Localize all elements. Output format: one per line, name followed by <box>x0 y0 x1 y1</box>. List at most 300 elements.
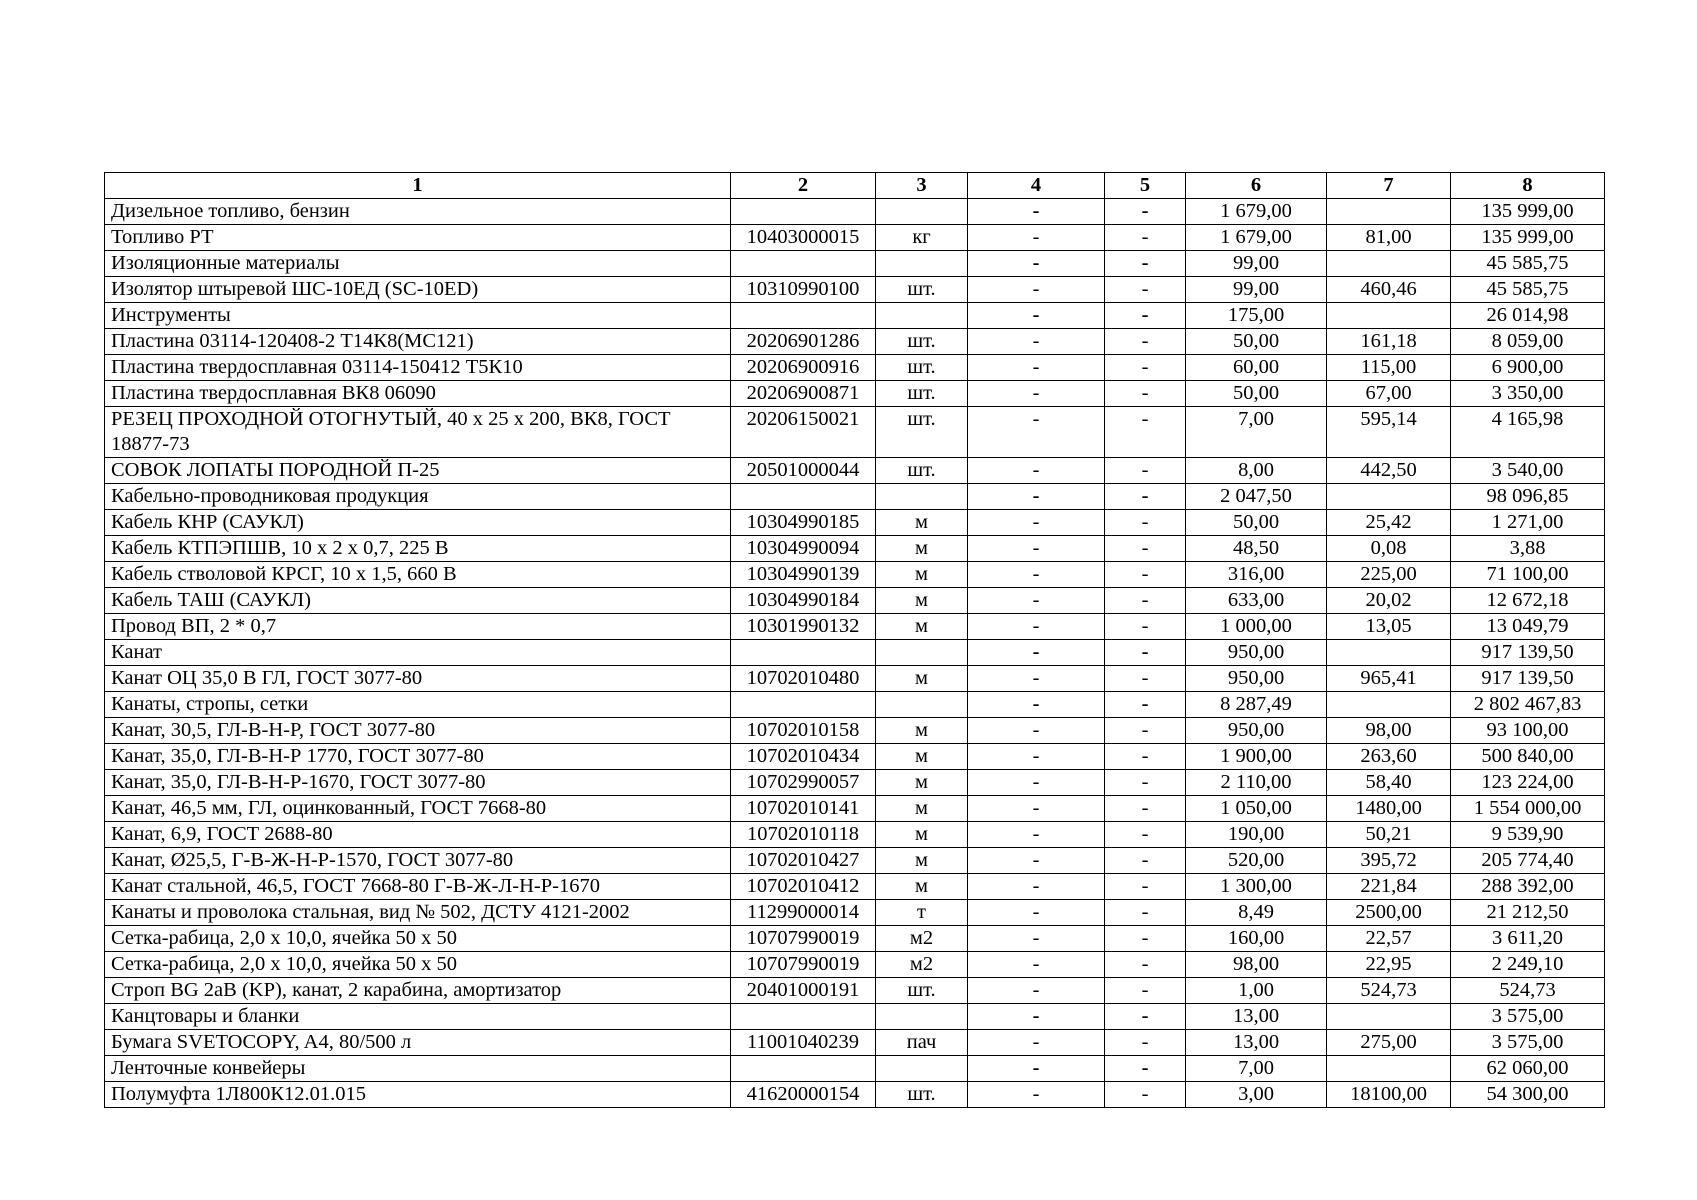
amount-cell: 1 554 000,00 <box>1451 796 1605 822</box>
unit-cell: м <box>876 510 968 536</box>
item-name-cell: Пластина твердосплавная 03114-150412 Т5К10 <box>105 355 731 381</box>
quantity-cell: 2 047,50 <box>1186 484 1327 510</box>
quantity-cell: 190,00 <box>1186 822 1327 848</box>
table-row <box>105 796 1605 822</box>
amount-cell: 3 540,00 <box>1451 458 1605 484</box>
column-header: 2 <box>731 173 876 199</box>
item-name-cell: Кабель КНР (САУКЛ) <box>105 510 731 536</box>
price-cell: 524,73 <box>1327 978 1451 1004</box>
unit-cell <box>876 484 968 510</box>
column-header: 5 <box>1105 173 1186 199</box>
column-4-cell: - <box>968 874 1105 900</box>
unit-cell: шт. <box>876 355 968 381</box>
table-row <box>105 874 1605 900</box>
column-5-cell: - <box>1105 770 1186 796</box>
item-code-cell <box>731 692 876 718</box>
item-name-cell: Канаты и проволока стальная, вид № 502, ДСТУ 4121-2002 <box>105 900 731 926</box>
price-cell: 22,57 <box>1327 926 1451 952</box>
column-header: 3 <box>876 173 968 199</box>
price-cell <box>1327 1004 1451 1030</box>
column-5-cell: - <box>1105 407 1186 458</box>
item-name-cell: Бумага SVETOCOPY, A4, 80/500 л <box>105 1030 731 1056</box>
unit-cell: пач <box>876 1030 968 1056</box>
item-code-cell: 11001040239 <box>731 1030 876 1056</box>
table-row <box>105 718 1605 744</box>
item-name-cell: Канат стальной, 46,5, ГОСТ 7668-80 Г-В-Ж-Л-Н-Р-1670 <box>105 874 731 900</box>
column-5-cell: - <box>1105 692 1186 718</box>
amount-cell: 13 049,79 <box>1451 614 1605 640</box>
column-5-cell: - <box>1105 588 1186 614</box>
amount-cell: 93 100,00 <box>1451 718 1605 744</box>
item-name-cell: Канат, 46,5 мм, ГЛ, оцинкованный, ГОСТ 7668-80 <box>105 796 731 822</box>
quantity-cell: 13,00 <box>1186 1004 1327 1030</box>
unit-cell: м <box>876 874 968 900</box>
item-code-cell: 10310990100 <box>731 277 876 303</box>
quantity-cell: 1 000,00 <box>1186 614 1327 640</box>
column-4-cell: - <box>968 952 1105 978</box>
column-5-cell: - <box>1105 536 1186 562</box>
quantity-cell: 950,00 <box>1186 666 1327 692</box>
quantity-cell: 316,00 <box>1186 562 1327 588</box>
price-cell: 275,00 <box>1327 1030 1451 1056</box>
item-code-cell: 10702010480 <box>731 666 876 692</box>
table-row <box>105 770 1605 796</box>
table-row <box>105 744 1605 770</box>
quantity-cell: 950,00 <box>1186 718 1327 744</box>
column-5-cell: - <box>1105 952 1186 978</box>
unit-cell <box>876 640 968 666</box>
column-4-cell: - <box>968 770 1105 796</box>
table-row <box>105 225 1605 251</box>
table-row <box>105 277 1605 303</box>
column-5-cell: - <box>1105 277 1186 303</box>
quantity-cell: 7,00 <box>1186 407 1327 458</box>
item-code-cell: 20206901286 <box>731 329 876 355</box>
price-cell: 395,72 <box>1327 848 1451 874</box>
column-4-cell: - <box>968 303 1105 329</box>
item-name-cell: Канат, 30,5, ГЛ-В-Н-Р, ГОСТ 3077-80 <box>105 718 731 744</box>
item-code-cell: 10304990184 <box>731 588 876 614</box>
price-cell: 25,42 <box>1327 510 1451 536</box>
column-4-cell: - <box>968 484 1105 510</box>
column-4-cell: - <box>968 692 1105 718</box>
table-row <box>105 588 1605 614</box>
column-4-cell: - <box>968 978 1105 1004</box>
column-4-cell: - <box>968 381 1105 407</box>
column-5-cell: - <box>1105 251 1186 277</box>
item-name-cell: Канат, 35,0, ГЛ-В-Н-Р-1670, ГОСТ 3077-80 <box>105 770 731 796</box>
unit-cell: м <box>876 562 968 588</box>
item-code-cell: 20206150021 <box>731 407 876 458</box>
item-code-cell: 10702010141 <box>731 796 876 822</box>
item-name-cell: Сетка-рабица, 2,0 х 10,0, ячейка 50 х 50 <box>105 952 731 978</box>
column-4-cell: - <box>968 251 1105 277</box>
item-code-cell: 10702990057 <box>731 770 876 796</box>
amount-cell: 45 585,75 <box>1451 277 1605 303</box>
column-4-cell: - <box>968 614 1105 640</box>
quantity-cell: 99,00 <box>1186 251 1327 277</box>
item-name-cell: Кабель ТАШ (САУКЛ) <box>105 588 731 614</box>
item-name-cell: Кабель КТПЭПШВ, 10 х 2 х 0,7, 225 В <box>105 536 731 562</box>
price-cell: 20,02 <box>1327 588 1451 614</box>
column-5-cell: - <box>1105 978 1186 1004</box>
table-row <box>105 407 1605 458</box>
amount-cell: 54 300,00 <box>1451 1082 1605 1108</box>
quantity-cell: 2 110,00 <box>1186 770 1327 796</box>
item-name-cell: Канат, 35,0, ГЛ-В-Н-Р 1770, ГОСТ 3077-80 <box>105 744 731 770</box>
column-5-cell: - <box>1105 381 1186 407</box>
quantity-cell: 48,50 <box>1186 536 1327 562</box>
column-4-cell: - <box>968 822 1105 848</box>
column-5-cell: - <box>1105 303 1186 329</box>
item-name-cell: Канат, 6,9, ГОСТ 2688-80 <box>105 822 731 848</box>
item-code-cell: 10702010118 <box>731 822 876 848</box>
column-4-cell: - <box>968 1004 1105 1030</box>
unit-cell: м <box>876 718 968 744</box>
quantity-cell: 520,00 <box>1186 848 1327 874</box>
unit-cell: кг <box>876 225 968 251</box>
column-4-cell: - <box>968 900 1105 926</box>
unit-cell <box>876 251 968 277</box>
group-row <box>105 1004 1605 1030</box>
item-name-cell: Кабель стволовой КРСГ, 10 х 1,5, 660 В <box>105 562 731 588</box>
column-5-cell: - <box>1105 199 1186 225</box>
column-4-cell: - <box>968 199 1105 225</box>
group-row <box>105 484 1605 510</box>
price-cell: 58,40 <box>1327 770 1451 796</box>
unit-cell: шт. <box>876 329 968 355</box>
amount-cell: 98 096,85 <box>1451 484 1605 510</box>
unit-cell: шт. <box>876 1082 968 1108</box>
price-cell: 225,00 <box>1327 562 1451 588</box>
price-cell: 263,60 <box>1327 744 1451 770</box>
quantity-cell: 1 679,00 <box>1186 225 1327 251</box>
table-body <box>105 199 1605 1108</box>
table-row <box>105 1030 1605 1056</box>
price-cell <box>1327 251 1451 277</box>
item-code-cell <box>731 199 876 225</box>
column-4-cell: - <box>968 458 1105 484</box>
column-5-cell: - <box>1105 1004 1186 1030</box>
column-5-cell: - <box>1105 1056 1186 1082</box>
column-4-cell: - <box>968 848 1105 874</box>
column-5-cell: - <box>1105 744 1186 770</box>
amount-cell: 1 271,00 <box>1451 510 1605 536</box>
item-code-cell: 11299000014 <box>731 900 876 926</box>
table-row <box>105 536 1605 562</box>
quantity-cell: 3,00 <box>1186 1082 1327 1108</box>
item-code-cell: 41620000154 <box>731 1082 876 1108</box>
column-5-cell: - <box>1105 796 1186 822</box>
unit-cell: м2 <box>876 952 968 978</box>
column-4-cell: - <box>968 277 1105 303</box>
item-name-cell: Сетка-рабица, 2,0 х 10,0, ячейка 50 х 50 <box>105 926 731 952</box>
quantity-cell: 1 300,00 <box>1186 874 1327 900</box>
item-code-cell <box>731 1004 876 1030</box>
unit-cell: м <box>876 588 968 614</box>
price-cell: 965,41 <box>1327 666 1451 692</box>
price-cell: 595,14 <box>1327 407 1451 458</box>
column-4-cell: - <box>968 355 1105 381</box>
price-cell: 22,95 <box>1327 952 1451 978</box>
amount-cell: 62 060,00 <box>1451 1056 1605 1082</box>
quantity-cell: 50,00 <box>1186 329 1327 355</box>
price-cell: 50,21 <box>1327 822 1451 848</box>
item-name-cell: Дизельное топливо, бензин <box>105 199 731 225</box>
amount-cell: 12 672,18 <box>1451 588 1605 614</box>
quantity-cell: 8 287,49 <box>1186 692 1327 718</box>
unit-cell: м <box>876 614 968 640</box>
amount-cell: 4 165,98 <box>1451 407 1605 458</box>
column-4-cell: - <box>968 510 1105 536</box>
quantity-cell: 950,00 <box>1186 640 1327 666</box>
column-5-cell: - <box>1105 458 1186 484</box>
item-code-cell: 20206900871 <box>731 381 876 407</box>
table-row <box>105 329 1605 355</box>
item-code-cell: 10304990094 <box>731 536 876 562</box>
column-5-cell: - <box>1105 484 1186 510</box>
table-row <box>105 510 1605 536</box>
amount-cell: 3,88 <box>1451 536 1605 562</box>
item-code-cell: 10702010434 <box>731 744 876 770</box>
unit-cell <box>876 1056 968 1082</box>
column-4-cell: - <box>968 407 1105 458</box>
price-cell <box>1327 303 1451 329</box>
price-cell: 18100,00 <box>1327 1082 1451 1108</box>
column-4-cell: - <box>968 926 1105 952</box>
unit-cell: шт. <box>876 978 968 1004</box>
quantity-cell: 160,00 <box>1186 926 1327 952</box>
item-code-cell: 10707990019 <box>731 926 876 952</box>
item-name-cell: Строп BG 2aB (KP), канат, 2 карабина, амортизатор <box>105 978 731 1004</box>
column-4-cell: - <box>968 1082 1105 1108</box>
column-5-cell: - <box>1105 1082 1186 1108</box>
inventory-table <box>104 172 1605 1108</box>
column-5-cell: - <box>1105 510 1186 536</box>
price-cell: 13,05 <box>1327 614 1451 640</box>
unit-cell: т <box>876 900 968 926</box>
group-row <box>105 251 1605 277</box>
item-name-cell: Изолятор штыревой ШС-10ЕД (SC-10ED) <box>105 277 731 303</box>
column-5-cell: - <box>1105 562 1186 588</box>
quantity-cell: 50,00 <box>1186 381 1327 407</box>
amount-cell: 26 014,98 <box>1451 303 1605 329</box>
column-5-cell: - <box>1105 822 1186 848</box>
table-row <box>105 926 1605 952</box>
column-5-cell: - <box>1105 329 1186 355</box>
column-5-cell: - <box>1105 225 1186 251</box>
column-4-cell: - <box>968 666 1105 692</box>
amount-cell: 9 539,90 <box>1451 822 1605 848</box>
quantity-cell: 98,00 <box>1186 952 1327 978</box>
price-cell <box>1327 484 1451 510</box>
item-name-cell: Канцтовары и бланки <box>105 1004 731 1030</box>
amount-cell: 135 999,00 <box>1451 199 1605 225</box>
item-code-cell <box>731 484 876 510</box>
table-row <box>105 562 1605 588</box>
item-code-cell: 10403000015 <box>731 225 876 251</box>
table-row <box>105 614 1605 640</box>
unit-cell <box>876 1004 968 1030</box>
item-name-cell: Изоляционные материалы <box>105 251 731 277</box>
unit-cell <box>876 199 968 225</box>
table-row <box>105 666 1605 692</box>
amount-cell: 205 774,40 <box>1451 848 1605 874</box>
table-row <box>105 458 1605 484</box>
column-4-cell: - <box>968 744 1105 770</box>
item-code-cell <box>731 640 876 666</box>
column-5-cell: - <box>1105 666 1186 692</box>
price-cell <box>1327 199 1451 225</box>
item-name-cell: Инструменты <box>105 303 731 329</box>
quantity-cell: 13,00 <box>1186 1030 1327 1056</box>
quantity-cell: 1 050,00 <box>1186 796 1327 822</box>
item-name-cell: РЕЗЕЦ ПРОХОДНОЙ ОТОГНУТЫЙ, 40 х 25 х 200, ВК8, ГОСТ 18877-73 <box>105 407 731 458</box>
price-cell: 0,08 <box>1327 536 1451 562</box>
column-5-cell: - <box>1105 848 1186 874</box>
unit-cell: м <box>876 666 968 692</box>
column-4-cell: - <box>968 588 1105 614</box>
price-cell: 221,84 <box>1327 874 1451 900</box>
amount-cell: 6 900,00 <box>1451 355 1605 381</box>
column-5-cell: - <box>1105 926 1186 952</box>
item-code-cell <box>731 303 876 329</box>
quantity-cell: 175,00 <box>1186 303 1327 329</box>
column-4-cell: - <box>968 329 1105 355</box>
unit-cell: шт. <box>876 277 968 303</box>
column-header: 1 <box>105 173 731 199</box>
column-5-cell: - <box>1105 355 1186 381</box>
column-4-cell: - <box>968 1030 1105 1056</box>
table-row <box>105 848 1605 874</box>
quantity-cell: 50,00 <box>1186 510 1327 536</box>
amount-cell: 3 575,00 <box>1451 1030 1605 1056</box>
quantity-cell: 8,00 <box>1186 458 1327 484</box>
group-row <box>105 692 1605 718</box>
column-header: 7 <box>1327 173 1451 199</box>
quantity-cell: 633,00 <box>1186 588 1327 614</box>
unit-cell: м <box>876 770 968 796</box>
column-header: 6 <box>1186 173 1327 199</box>
unit-cell: м <box>876 848 968 874</box>
amount-cell: 288 392,00 <box>1451 874 1605 900</box>
price-cell: 442,50 <box>1327 458 1451 484</box>
quantity-cell: 60,00 <box>1186 355 1327 381</box>
table-row <box>105 381 1605 407</box>
column-5-cell: - <box>1105 900 1186 926</box>
amount-cell: 8 059,00 <box>1451 329 1605 355</box>
item-code-cell <box>731 1056 876 1082</box>
unit-cell: м2 <box>876 926 968 952</box>
item-name-cell: Канаты, стропы, сетки <box>105 692 731 718</box>
quantity-cell: 8,49 <box>1186 900 1327 926</box>
item-code-cell: 10707990019 <box>731 952 876 978</box>
item-code-cell: 10702010427 <box>731 848 876 874</box>
group-row <box>105 303 1605 329</box>
column-4-cell: - <box>968 562 1105 588</box>
item-code-cell: 10304990185 <box>731 510 876 536</box>
price-cell: 115,00 <box>1327 355 1451 381</box>
price-cell: 1480,00 <box>1327 796 1451 822</box>
column-5-cell: - <box>1105 874 1186 900</box>
amount-cell: 917 139,50 <box>1451 666 1605 692</box>
item-name-cell: Пластина твердосплавная ВК8 06090 <box>105 381 731 407</box>
unit-cell: шт. <box>876 407 968 458</box>
column-4-cell: - <box>968 640 1105 666</box>
group-row <box>105 199 1605 225</box>
table-row <box>105 952 1605 978</box>
column-4-cell: - <box>968 796 1105 822</box>
item-code-cell: 10702010412 <box>731 874 876 900</box>
quantity-cell: 1 900,00 <box>1186 744 1327 770</box>
amount-cell: 21 212,50 <box>1451 900 1605 926</box>
table-row <box>105 822 1605 848</box>
price-cell: 81,00 <box>1327 225 1451 251</box>
item-name-cell: Топливо РТ <box>105 225 731 251</box>
price-cell: 67,00 <box>1327 381 1451 407</box>
header-row <box>105 173 1605 199</box>
price-cell <box>1327 640 1451 666</box>
amount-cell: 3 575,00 <box>1451 1004 1605 1030</box>
amount-cell: 2 249,10 <box>1451 952 1605 978</box>
amount-cell: 71 100,00 <box>1451 562 1605 588</box>
unit-cell: шт. <box>876 458 968 484</box>
quantity-cell: 1 679,00 <box>1186 199 1327 225</box>
item-code-cell: 10702010158 <box>731 718 876 744</box>
item-name-cell: Ленточные конвейеры <box>105 1056 731 1082</box>
price-cell: 460,46 <box>1327 277 1451 303</box>
item-name-cell: Полумуфта 1Л800К12.01.015 <box>105 1082 731 1108</box>
item-code-cell <box>731 251 876 277</box>
column-header: 4 <box>968 173 1105 199</box>
table-row <box>105 355 1605 381</box>
unit-cell: м <box>876 536 968 562</box>
unit-cell <box>876 692 968 718</box>
unit-cell <box>876 303 968 329</box>
column-5-cell: - <box>1105 1030 1186 1056</box>
column-4-cell: - <box>968 1056 1105 1082</box>
amount-cell: 135 999,00 <box>1451 225 1605 251</box>
amount-cell: 500 840,00 <box>1451 744 1605 770</box>
table-row <box>105 900 1605 926</box>
item-code-cell: 10304990139 <box>731 562 876 588</box>
amount-cell: 3 350,00 <box>1451 381 1605 407</box>
group-row <box>105 640 1605 666</box>
item-code-cell: 20206900916 <box>731 355 876 381</box>
unit-cell: м <box>876 822 968 848</box>
column-5-cell: - <box>1105 614 1186 640</box>
amount-cell: 524,73 <box>1451 978 1605 1004</box>
price-cell: 98,00 <box>1327 718 1451 744</box>
item-name-cell: Кабельно-проводниковая продукция <box>105 484 731 510</box>
table-row <box>105 1082 1605 1108</box>
table-row <box>105 978 1605 1004</box>
item-name-cell: Провод ВП, 2 * 0,7 <box>105 614 731 640</box>
quantity-cell: 1,00 <box>1186 978 1327 1004</box>
price-cell: 161,18 <box>1327 329 1451 355</box>
price-cell <box>1327 692 1451 718</box>
price-cell: 2500,00 <box>1327 900 1451 926</box>
price-cell <box>1327 1056 1451 1082</box>
column-5-cell: - <box>1105 640 1186 666</box>
amount-cell: 917 139,50 <box>1451 640 1605 666</box>
quantity-cell: 7,00 <box>1186 1056 1327 1082</box>
item-name-cell: СОВОК ЛОПАТЫ ПОРОДНОЙ П-25 <box>105 458 731 484</box>
unit-cell: шт. <box>876 381 968 407</box>
column-4-cell: - <box>968 718 1105 744</box>
amount-cell: 123 224,00 <box>1451 770 1605 796</box>
amount-cell: 3 611,20 <box>1451 926 1605 952</box>
